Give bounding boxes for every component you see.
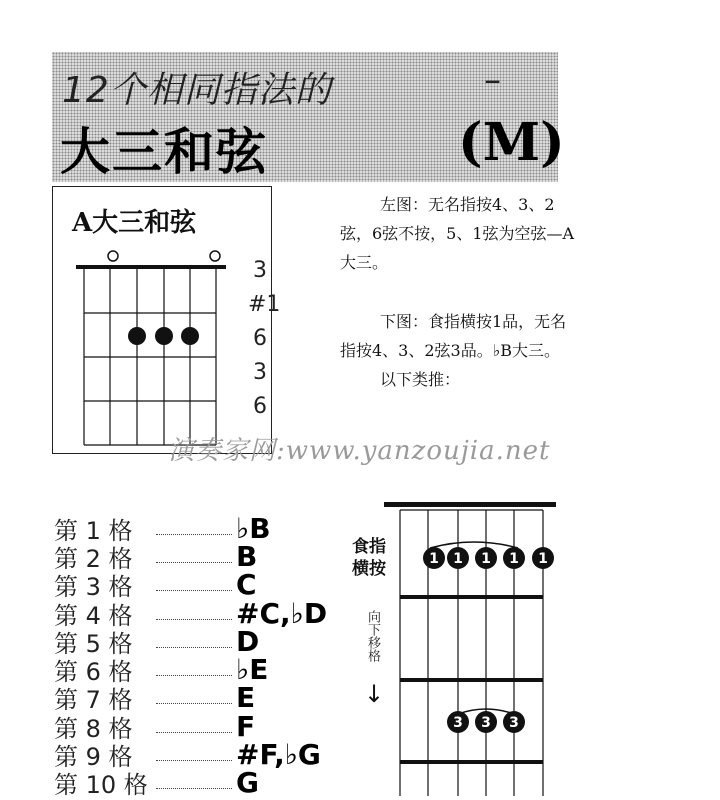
chord-name: #C,♭D	[236, 596, 328, 630]
note-5: 6	[253, 394, 267, 419]
header-code: (M)	[458, 112, 565, 173]
leader-dots	[156, 607, 232, 620]
chord-name: F	[236, 709, 256, 743]
finger-dot	[128, 327, 146, 345]
leader-dots	[156, 691, 232, 704]
description-etc: 以下类推：	[380, 370, 461, 389]
barre-label-line2: 横按	[352, 559, 386, 579]
fret-label: 第 7 格	[54, 686, 133, 715]
fret-list	[54, 511, 334, 800]
down-arrow-icon: ↓	[364, 680, 385, 708]
nut	[76, 265, 226, 269]
leader-dots	[156, 720, 232, 733]
fret-label: 第 2 格	[54, 544, 133, 573]
fret-label: 第 4 格	[54, 601, 133, 630]
chord-name: C	[236, 568, 257, 602]
finger-number: 3	[453, 715, 463, 731]
fret-label: 第 9 格	[54, 743, 133, 772]
finger-number: 1	[453, 551, 463, 567]
fret-label: 第 10 格	[54, 771, 148, 800]
finger-number: 1	[538, 551, 548, 567]
leader-dots	[156, 748, 232, 761]
fret-label: 第 5 格	[54, 629, 133, 658]
chord-name: ♭B	[236, 511, 271, 545]
description	[340, 190, 580, 394]
leader-dots	[156, 522, 232, 535]
chord-title: A大三和弦	[72, 208, 197, 238]
barre-dots	[423, 547, 554, 569]
note-3: 6	[253, 326, 267, 351]
leader-dots	[156, 663, 232, 676]
note-4: 3	[253, 360, 267, 385]
finger-number: 1	[509, 551, 519, 567]
description-left-chord: 左图：无名指按4、3、2弦，6弦不按，5、1弦为空弦—A大三。	[340, 195, 575, 272]
fret-label: 第 3 格	[54, 573, 133, 602]
finger-number: 3	[509, 715, 519, 731]
header-title: 大三和弦	[60, 123, 268, 181]
chord-diagram	[70, 240, 250, 450]
chord-name: B	[236, 539, 258, 573]
finger-number: 1	[481, 551, 491, 567]
chord-name: ♭E	[236, 653, 269, 687]
chord-name: E	[236, 681, 256, 715]
description-lower-chord: 下图：食指横按1品，无名指按4、3、2弦3品。♭B大三。	[340, 312, 567, 360]
finger-dot	[155, 327, 173, 345]
finger-number: 3	[481, 715, 491, 731]
finger-number: 1	[429, 551, 439, 567]
note-1: 3	[253, 258, 267, 283]
finger-dot	[181, 327, 199, 345]
barre-chord-diagram	[380, 500, 560, 796]
nut	[384, 502, 556, 507]
move-down-label: 向下移格	[365, 610, 380, 662]
list-item	[54, 766, 334, 800]
chord-name: D	[236, 624, 260, 658]
chord-name: #F,♭G	[236, 738, 321, 772]
fret-label: 第 1 格	[54, 516, 133, 545]
header-dash: –	[484, 60, 501, 100]
fret-label: 第 6 格	[54, 658, 133, 687]
open-string-marker	[108, 251, 118, 261]
watermark: 演奏家网:www.yanzoujia.net	[168, 436, 551, 466]
note-2: #1	[248, 292, 281, 317]
chord-notes	[248, 254, 281, 424]
header-subtitle: 12个相同指法的	[62, 70, 332, 111]
chord-name: G	[236, 766, 259, 800]
leader-dots	[156, 635, 232, 648]
ring-finger-dots	[447, 711, 525, 733]
leader-dots	[156, 776, 232, 789]
open-string-marker	[210, 251, 220, 261]
barre-arc	[430, 542, 518, 548]
leader-dots	[156, 578, 232, 591]
barre-label-line1: 食指	[352, 537, 386, 557]
fret-label: 第 8 格	[54, 714, 133, 743]
leader-dots	[156, 550, 232, 563]
